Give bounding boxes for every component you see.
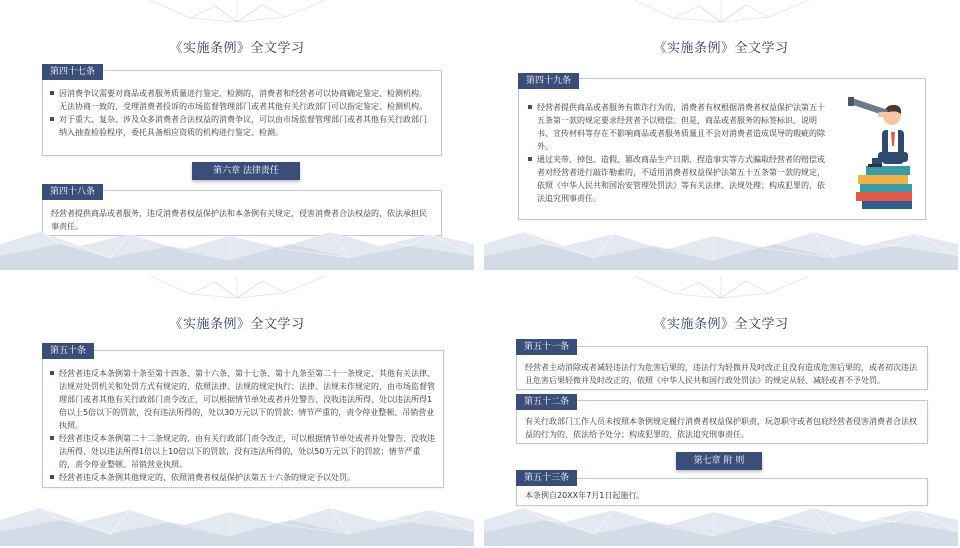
article-48-tag: 第四十八条 [42,184,103,200]
slide-title: 《实施条例》全文学习 [169,41,305,56]
article-49-bullet-2: 通过夹带、掉包、造假、篡改商品生产日期、捏造事实等方式骗取经营者的赔偿或者对经营者进行敲诈勒索的，不适用消费者权益保护法第五十五条第一款的规定，依照《中华人民共和国治安管理处罚法》等有关法律、法规处理；构成犯罪的，依法追究刑事责任。 [527,153,825,205]
slide-title: 《实施条例》全文学习 [653,317,789,332]
article-47-tag: 第四十七条 [42,64,103,80]
article-47-bullet-1: 因消费争议需要对商品或者服务质量进行鉴定、检测的，消费者和经营者可以协商确定鉴定、检测机构。无法协商一致的，受理消费者投诉的市场监督管理部门或者其他有关行政部门可以指定鉴定、检测机构。 [49,87,433,113]
article-49-tag: 第四十九条 [518,73,579,89]
person-telescope-icon [848,86,934,214]
chapter-7-banner: 第七章 附 则 [676,452,762,470]
article-53-text: 本条例自20XX年7月1日起施行。 [525,491,645,500]
slide-3[interactable] [0,276,474,546]
article-50-bullet-2: 经营者违反本条例第二十二条规定的，由有关行政部门责令改正，可以根据情节单处或者并处警告、没收违法所得、处以违法所得1倍以上10倍以下的罚款，没有违法所得的，处以50万元以下的罚款；情节严重的，责令停业整顿、吊销营业执照。 [49,432,435,471]
article-47-card [42,70,442,156]
chapter-6-banner: 第六章 法律责任 [192,162,300,180]
article-51-card [516,346,928,390]
polygon-bottom-decoration [0,500,474,546]
polygon-top-decoration [484,0,958,30]
article-49-bullet-1: 经营者提供商品或者服务有欺诈行为的，消费者有权根据消费者权益保护法第五十五条第一款的规定要求经营者予以赔偿。但是，商品或者服务的标签标识、说明书、宣传材料等存在不影响商品或者服务质量且不会对消费者造成误导的瑕疵的除外。 [527,101,825,153]
article-50-tag: 第五十条 [42,343,94,359]
polygon-top-decoration [0,0,474,30]
polygon-top-decoration [0,276,474,306]
article-52-card [516,400,928,444]
polygon-bottom-decoration [0,224,474,270]
slide-title: 《实施条例》全文学习 [169,317,305,332]
slide-1[interactable] [0,0,474,270]
article-50-card [42,350,444,488]
article-52-text: 有关行政部门工作人员未按照本条例规定履行消费者权益保护职责，玩忽职守或者包庇经营者侵害消费者合法权益的行为的，依法给予处分；构成犯罪的，依法追究刑事责任。 [525,417,917,439]
article-51-tag: 第五十一条 [516,339,577,355]
article-53-tag: 第五十三条 [516,470,577,486]
article-51-text: 经营者主动消除或者减轻违法行为危害后果的，违法行为轻微并及时改正且没有造成危害后果的，或者初次违法且危害后果轻微并及时改正的，依照《中华人民共和国行政处罚法》的规定从轻、减轻或者不予处罚。 [525,363,917,385]
article-47-bullet-2: 对于重大、复杂、涉及众多消费者合法权益的消费争议，可以由市场监督管理部门或者其他有关行政部门纳入抽查检验程序，委托具备相应资质的机构进行鉴定、检测。 [49,113,433,139]
polygon-bottom-decoration [484,224,958,270]
article-48-text: 经营者提供商品或者服务，违反消费者权益保护法和本条例有关规定，侵害消费者合法权益的，依法承担民事责任。 [51,209,427,231]
slide-4[interactable] [484,276,958,546]
article-50-bullet-3: 经营者违反本条例其他规定的，依照消费者权益保护法第五十六条的规定予以处罚。 [49,471,435,484]
article-52-tag: 第五十二条 [516,394,577,410]
polygon-top-decoration [484,276,958,306]
slide-title: 《实施条例》全文学习 [653,41,789,56]
slide-2[interactable] [484,0,958,270]
article-50-bullet-1: 经营者违反本条例第十条至第十四条、第十六条、第十七条、第十九条至第二十一条规定，其他有关法律、法规对处罚机关和处罚方式有规定的，依照法律、法规的规定执行；法律、法规未作规定的，由市场监督管理部门或者其他有关行政部门责令改正，可以根据情节单处或者并处警告、没收违法所得、处以违法所得1倍以上5倍以下的罚款，没有违法所得的，处以30万元以下的罚款；情节严重的，责令停业整顿、吊销营业执照。 [49,367,435,432]
polygon-bottom-decoration [484,500,958,546]
